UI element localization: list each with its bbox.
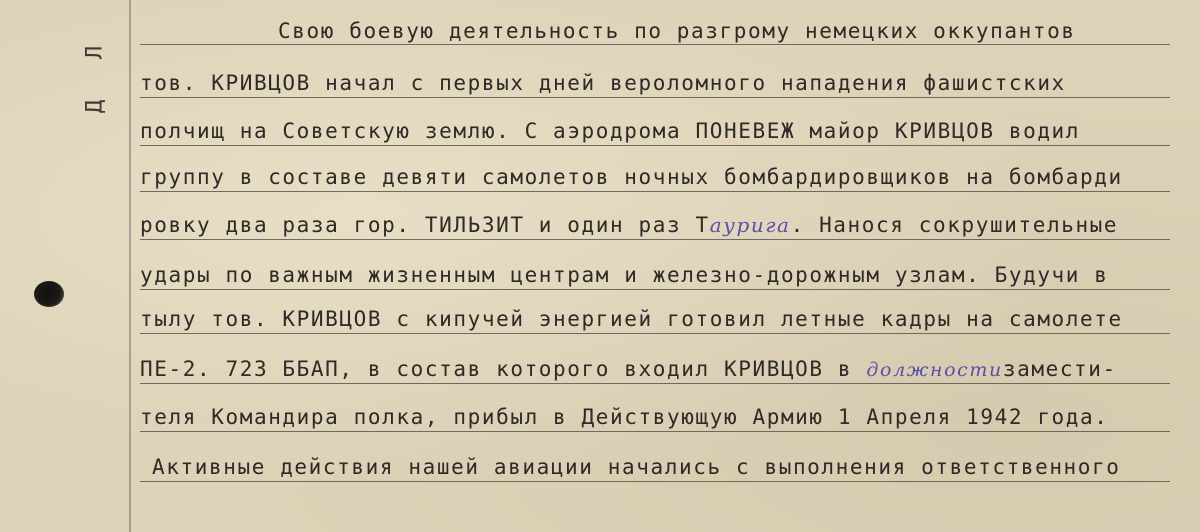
ruling-line xyxy=(140,289,1170,290)
text-line-5-tail: . Нанося сокрушительные xyxy=(790,213,1119,237)
text-line-7 xyxy=(140,306,1123,332)
text-line-8-tail: замести- xyxy=(1002,357,1117,381)
text-line-5 xyxy=(140,212,1118,238)
text-line-2 xyxy=(140,70,1066,96)
text-line-1-content: Свою боевую деятельность по разгрому немецких оккупантов xyxy=(278,19,1076,43)
ruling-line xyxy=(140,191,1170,192)
ruling-line xyxy=(140,333,1170,334)
ruling-line xyxy=(140,481,1170,482)
text-line-4-content: группу в составе девяти самолетов ночных бомбардировщиков на бомбарди xyxy=(140,165,1123,189)
margin-letter-bottom: Д xyxy=(82,99,108,114)
ruling-line xyxy=(140,97,1170,98)
text-line-3-content: полчищ на Советскую землю. С аэродрома ПОНЕВЕЖ майор КРИВЦОВ водил xyxy=(140,119,1081,143)
margin-rule xyxy=(129,0,131,532)
text-line-1 xyxy=(278,18,1076,44)
typed-text-body xyxy=(138,0,1190,532)
text-line-10-content: Активные действия нашей авиации начались с выполнения ответственного xyxy=(152,455,1121,479)
text-line-8 xyxy=(140,356,1117,383)
margin-letter-top: Л xyxy=(82,45,108,60)
text-line-7-content: тылу тов. КРИВЦОВ с кипучей энергией готовил летные кадры на самолете xyxy=(140,307,1123,331)
handwritten-correction-tauriga: аурига xyxy=(709,213,791,237)
handwritten-correction-dolzhnosti: должности xyxy=(866,359,1003,381)
text-line-2-content: тов. КРИВЦОВ начал с первых дней вероломного нападения фашистских xyxy=(140,71,1066,95)
ruling-line xyxy=(140,239,1170,240)
text-line-8-content: ПЕ-2. 723 ББАП, в состав которого входил КРИВЦОВ в xyxy=(140,357,853,381)
margin-annotations xyxy=(82,36,122,156)
text-line-3 xyxy=(140,118,1080,144)
text-line-10 xyxy=(152,454,1121,480)
ruling-line xyxy=(140,383,1170,384)
text-line-6-content: удары по важным жизненным центрам и железно-дорожным узлам. Будучи в xyxy=(140,263,1109,287)
punch-hole xyxy=(34,281,64,307)
text-line-4 xyxy=(140,164,1123,190)
text-line-9-content: теля Командира полка, прибыл в Действующую Армию 1 Апреля 1942 года. xyxy=(140,405,1109,429)
ruling-line xyxy=(140,145,1170,146)
ruling-line xyxy=(140,431,1170,432)
text-line-5-content: ровку два раза гор. ТИЛЬЗИТ и один раз Т xyxy=(140,213,710,237)
text-line-6 xyxy=(140,262,1109,288)
text-line-9 xyxy=(140,404,1109,430)
ruling-line xyxy=(140,44,1170,45)
